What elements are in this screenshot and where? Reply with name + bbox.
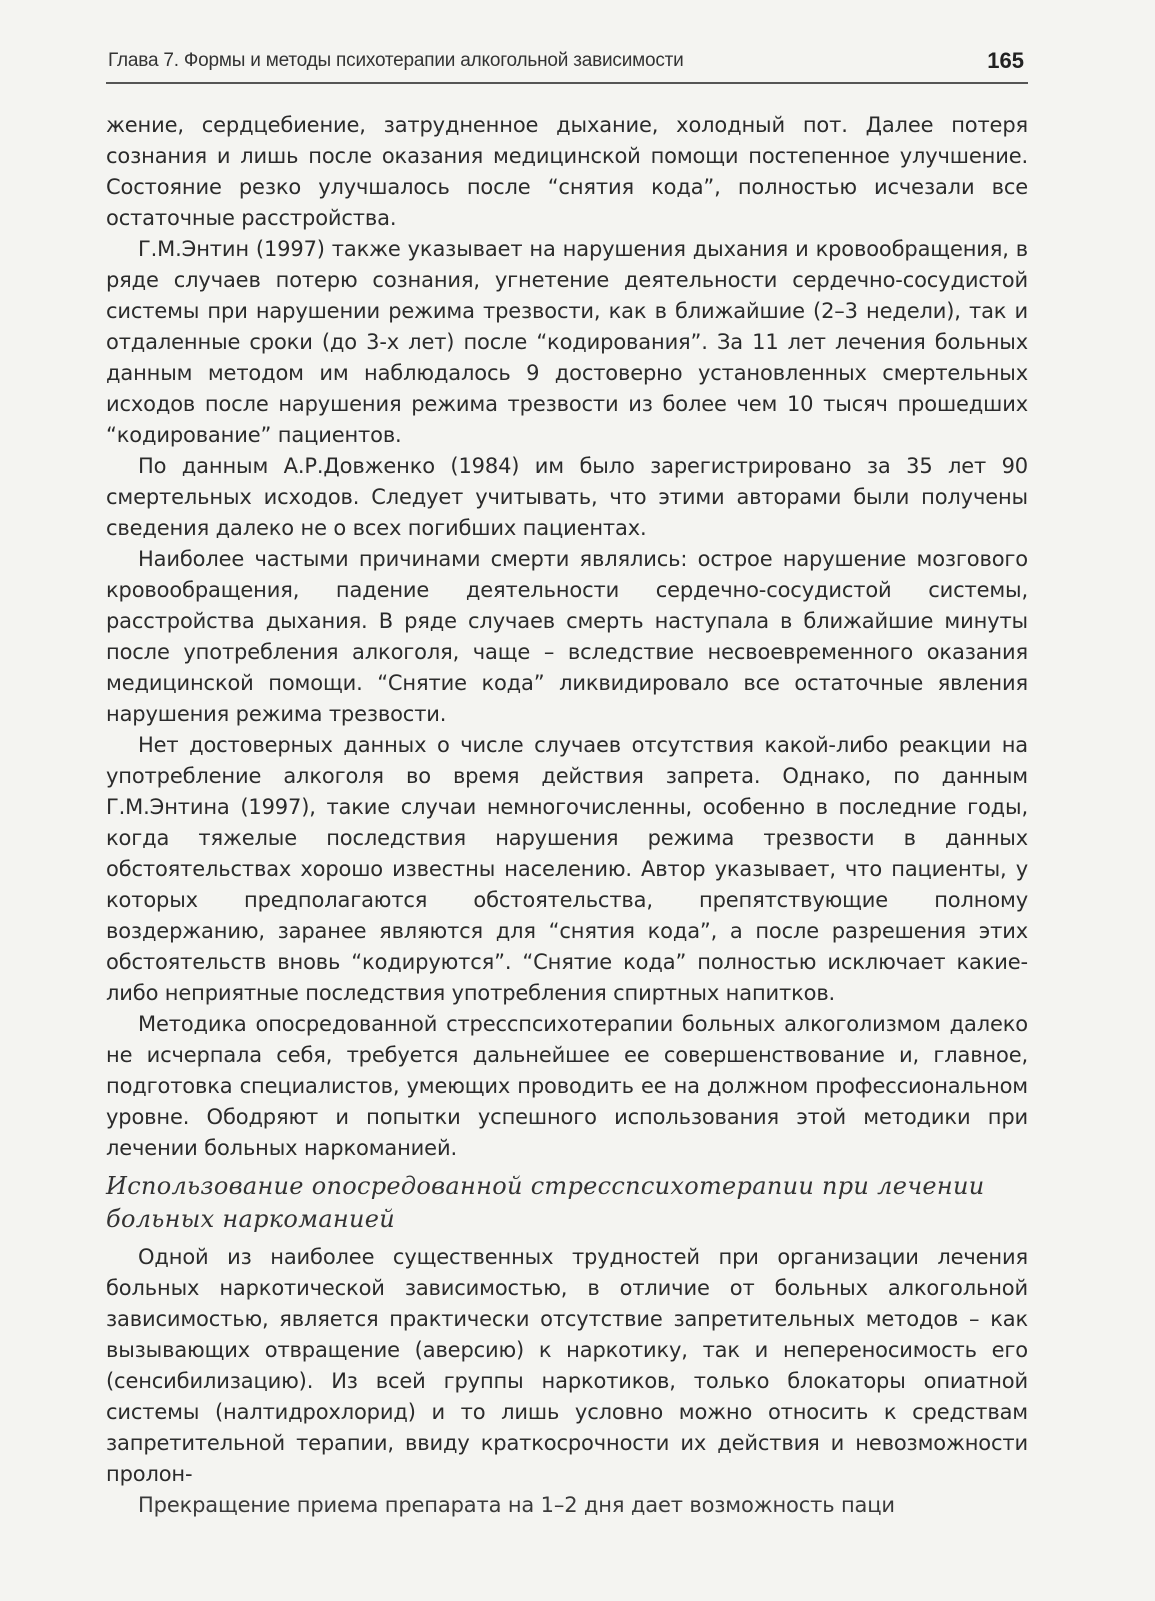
page-number: 165 — [987, 48, 1024, 73]
paragraph: жение, сердцебиение, затрудненное дыхание, холодный пот. Далее потеря сознания и лишь после оказания медицинской помощи постепенное улучшение. Состояние резко улучшалось после “снятия кода”, полностью исчезали все остаточные расстройства. — [106, 113, 1028, 230]
section-heading: Использование опосредованной стресспсихотерапии при лечении больных наркоманией — [106, 1172, 985, 1233]
paragraph: По данным А.Р.Довженко (1984) им было зарегистрировано за 35 лет 90 смертельных исходов. Следует учитывать, что этими авторами были получены сведения далеко не о всех погибших пациентах. — [106, 454, 1028, 540]
paragraph: Наиболее частыми причинами смерти являлись: острое нарушение мозгового кровообращения, падение деятельности сердечно-сосудистой системы, расстройства дыхания. В ряде случаев смерть наступала в ближайшие минуты после употребления алкоголя, чаще – вследствие несвоевременного оказания медицинской помощи. “Снятие кода” ликвидировало все остаточные явления нарушения режима трезвости. — [106, 547, 1028, 726]
paragraph: Методика опосредованной стресспсихотерапии больных алкоголизмом далеко не исчерпала себя, требуется дальнейшее ее совершенствование и, главное, подготовка специалистов, умеющих проводить ее на должном профессиональном уровне. Ободряют и попытки успешного использования этой методики при лечении больных наркоманией. — [106, 1012, 1028, 1160]
page-body — [106, 110, 1028, 1521]
chapter-title: Глава 7. Формы и методы психотерапии алкогольной зависимости — [108, 50, 684, 71]
paragraph: Прекращение приема препарата на 1–2 дня дает возможность паци — [138, 1493, 895, 1517]
paragraph: Нет достоверных данных о числе случаев отсутствия какой-либо реакции на употребление алкоголя во время действия запрета. Однако, по данным Г.М.Энтина (1997), такие случаи немногочисленны, особенно в последние годы, когда тяжелые последствия нарушения режима трезвости в данных обстоятельствах хорошо известны населению. Автор указывает, что пациенты, у которых предполагаются обстоятельства, препятствующие полному воздержанию, заранее являются для “снятия кода”, а после разрешения этих обстоятельств вновь “кодируются”. “Снятие кода” полностью исключает какие-либо неприятные последствия употребления спиртных напитков. — [106, 733, 1028, 1005]
running-head — [106, 48, 1028, 84]
paragraph: Одной из наиболее существенных трудностей при организации лечения больных наркотической зависимостью, в отличие от больных алкогольной зависимостью, является практически отсутствие запретительных методов – как вызывающих отвращение (аверсию) к наркотику, так и непереносимость его (сенсибилизацию). Из всей группы наркотиков, только блокаторы опиатной системы (налтидрохлорид) и то лишь условно можно относить к средствам запретительной терапии, ввиду краткосрочности их действия и невозможности пролон- — [106, 1245, 1028, 1486]
paragraph: Г.М.Энтин (1997) также указывает на нарушения дыхания и кровообращения, в ряде случаев потерю сознания, угнетение деятельности сердечно-сосудистой системы при нарушении режима трезвости, как в ближайшие (2–3 недели), так и отдаленные сроки (до 3-х лет) после “кодирования”. За 11 лет лечения больных данным методом им наблюдалось 9 достоверно установленных смертельных исходов после нарушения режима трезвости из более чем 10 тысяч прошедших “кодирование” пациентов. — [106, 237, 1028, 447]
